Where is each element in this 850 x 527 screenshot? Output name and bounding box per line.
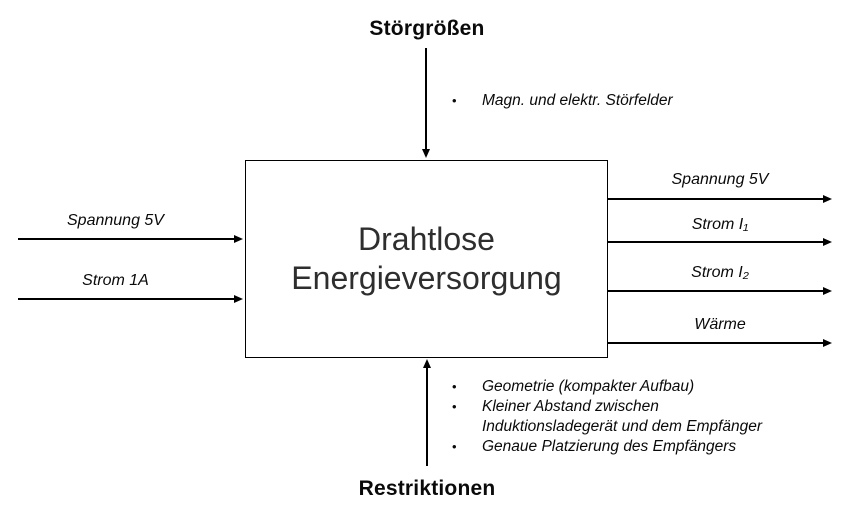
input-label-spannung: Spannung 5V — [67, 212, 164, 229]
bullet-spacer — [452, 417, 482, 437]
bullet-icon: • — [452, 379, 457, 394]
list-item — [452, 91, 673, 111]
bottom-title: Restriktionen — [358, 477, 496, 500]
output-label-waerme: Wärme — [694, 316, 746, 333]
list-item — [452, 377, 762, 397]
top-bullet-text: Magn. und elektr. Störfelder — [482, 92, 673, 109]
list-item — [452, 437, 762, 457]
bottom-bullet-text-3: Genaue Platzierung des Empfängers — [482, 438, 737, 455]
output-arrow-waerme — [608, 342, 823, 344]
input-arrow-spannung — [18, 238, 234, 240]
bullet-icon: • — [452, 399, 457, 414]
bottom-bullet-text-1: Geometrie (kompakter Aufbau) — [482, 378, 695, 395]
input-label-strom: Strom 1A — [82, 272, 149, 289]
list-item-continuation — [452, 417, 762, 437]
bottom-bullet-text-2-cont: Induktionsladegerät und dem Empfänger — [482, 418, 763, 435]
output-arrow-spannung — [608, 198, 823, 200]
output-label-strom-i1: Strom I₁ — [691, 216, 749, 233]
output-arrow-strom-i1 — [608, 241, 823, 243]
output-arrow-strom-i2 — [608, 290, 823, 292]
bottom-bullet-list — [452, 377, 762, 457]
list-item — [452, 397, 762, 417]
bullet-icon: • — [452, 439, 457, 454]
input-arrow-strom — [18, 298, 234, 300]
process-box — [245, 160, 608, 358]
output-label-strom-i2: Strom I₂ — [691, 264, 749, 281]
process-box-title: Drahtlose Energieversorgung — [291, 221, 562, 296]
top-disturbance-arrow — [425, 48, 427, 149]
bottom-restriction-arrow — [426, 368, 428, 466]
output-label-spannung: Spannung 5V — [671, 171, 769, 188]
top-title: Störgrößen — [369, 17, 485, 40]
bullet-icon: • — [452, 93, 457, 108]
top-bullet-list — [452, 91, 673, 111]
bottom-bullet-text-2: Kleiner Abstand zwischen — [482, 398, 659, 415]
